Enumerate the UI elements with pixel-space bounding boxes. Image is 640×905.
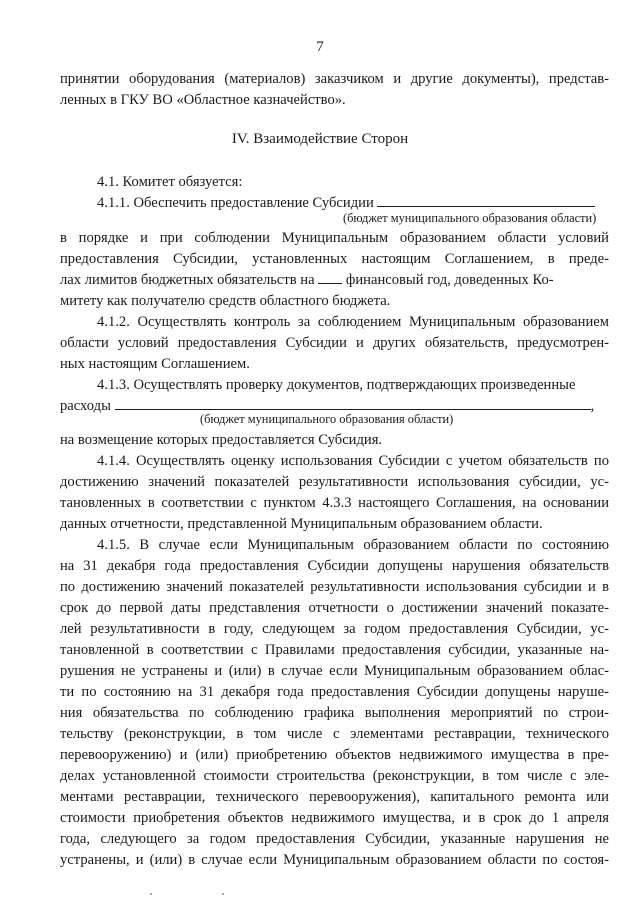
clause-4-1-2-line: ных настоящим Соглашением. — [60, 356, 250, 372]
clause-4-1-5-line: ния обязательства по соблюдению графика выполнения мероприятий по строи- — [60, 705, 609, 721]
intro-line: ленных в ГКУ ВО «Областное казначейство». — [60, 92, 346, 108]
clause-4-1-4-line: достижению значений показателей результативности использования субсидии, ус- — [60, 474, 609, 490]
scan-speck — [222, 893, 224, 895]
limits-text-end: финансовый год, доведенных Ко- — [345, 272, 554, 288]
clause-4-1-1-line: в порядке и при соблюдении Муниципальным образованием области условий — [60, 230, 609, 246]
clause-4-1-2-line: области условий предоставления Субсидии и других обязательств, предусмотрен- — [60, 335, 609, 351]
limits-text: лах лимитов бюджетных обязательств на — [60, 272, 315, 288]
clause-4-1-5-line: по достижению значений показателей результативности использования субсидии и в — [60, 579, 609, 595]
clause-4-1-5-line: тельству (реконструкции, в том числе с элементами реставрации, технического — [60, 726, 609, 742]
clause-4-1-5-line: тановленной в соответствии с Правилами предоставления субсидии, указанные на- — [60, 642, 609, 658]
intro-line: принятии оборудования (материалов) заказчиком и другие документы), представ- — [60, 71, 609, 87]
clause-4-1-1-text: 4.1.1. Обеспечить предоставление Субсидии — [97, 195, 374, 211]
budget-caption: (бюджет муниципального образования области) — [200, 412, 454, 426]
section-title: IV. Взаимодействие Сторон — [231, 131, 409, 147]
clause-4-1-5-line: стоимости приобретения объектов недвижимого имущества, и в срок до 1 апреля — [60, 810, 609, 826]
clause-4-1-5-line: года, следующего за годом предоставления Субсидии, указанные нарушения не — [60, 831, 609, 847]
clause-4-1-5-line: 4.1.5. В случае если Муниципальным образованием области по состоянию — [97, 537, 609, 553]
clause-4-1-5-line: рушения не устранены и (или) в случае если Муниципальным образованием облас- — [60, 663, 609, 679]
comma: , — [590, 398, 595, 414]
expenses-text: расходы — [60, 398, 111, 414]
clause-4-1-5-line: лей результативности в году, следующем за годом предоставления Субсидии, ус- — [60, 621, 609, 637]
clause-4-1-1-line — [60, 271, 609, 289]
clause-4-1-5-line: перевооружению) и (или) приобретению объектов недвижимого имущества в пре- — [60, 747, 609, 763]
expenses-blank-line — [115, 397, 591, 410]
year-blank-line — [318, 271, 342, 284]
clause-4-1-3-line: на возмещение которых предоставляется Субсидия. — [60, 432, 383, 448]
budget-caption: (бюджет муниципального образования области) — [343, 211, 597, 225]
clause-4-1-5-line: ментами реставрации, технического перевооружения), капитального ремонта или — [60, 789, 609, 805]
clause-4-1-1-line: митету как получателю средств областного бюджета. — [60, 293, 391, 309]
clause-4-1-5-line: на 31 декабря года предоставления Субсидии допущены нарушения обязательств — [60, 558, 609, 574]
clause-4-1-5-line: делах установленной стоимости строительства (реконструкции, в том числе с эле- — [60, 768, 609, 784]
clause-4-1-5-line: устранены, и (или) в случае если Муниципальным образованием области по состоя- — [60, 852, 609, 868]
scan-speck — [150, 893, 152, 895]
page-number: 7 — [316, 39, 324, 55]
clause-4-1-4-line: 4.1.4. Осуществлять оценку использования Субсидии с учетом обязательств по — [97, 453, 609, 469]
clause-4-1: 4.1. Комитет обязуется: — [97, 174, 243, 190]
clause-4-1-4-line: тановленных в соответствии с пунктом 4.3.3 настоящего Соглашения, на основании — [60, 495, 609, 511]
clause-4-1-3-line: 4.1.3. Осуществлять проверку документов, подтверждающих произведенные — [97, 377, 576, 393]
budget-blank-line — [377, 194, 595, 207]
clause-4-1-4-line: данных отчетности, представленной Муниципальным образованием области. — [60, 516, 543, 532]
clause-4-1-1-line: предоставления Субсидии, установленных настоящим Соглашением, в преде- — [60, 251, 609, 267]
clause-4-1-5-line: ти по состоянию на 31 декабря года предоставления Субсидии допущены наруше- — [60, 684, 609, 700]
clause-4-1-2-line: 4.1.2. Осуществлять контроль за соблюдением Муниципальным образованием — [97, 314, 609, 330]
clause-4-1-5-line: срок до первой даты представления отчетности о достижении значений показате- — [60, 600, 609, 616]
clause-4-1-1-line — [97, 194, 609, 212]
